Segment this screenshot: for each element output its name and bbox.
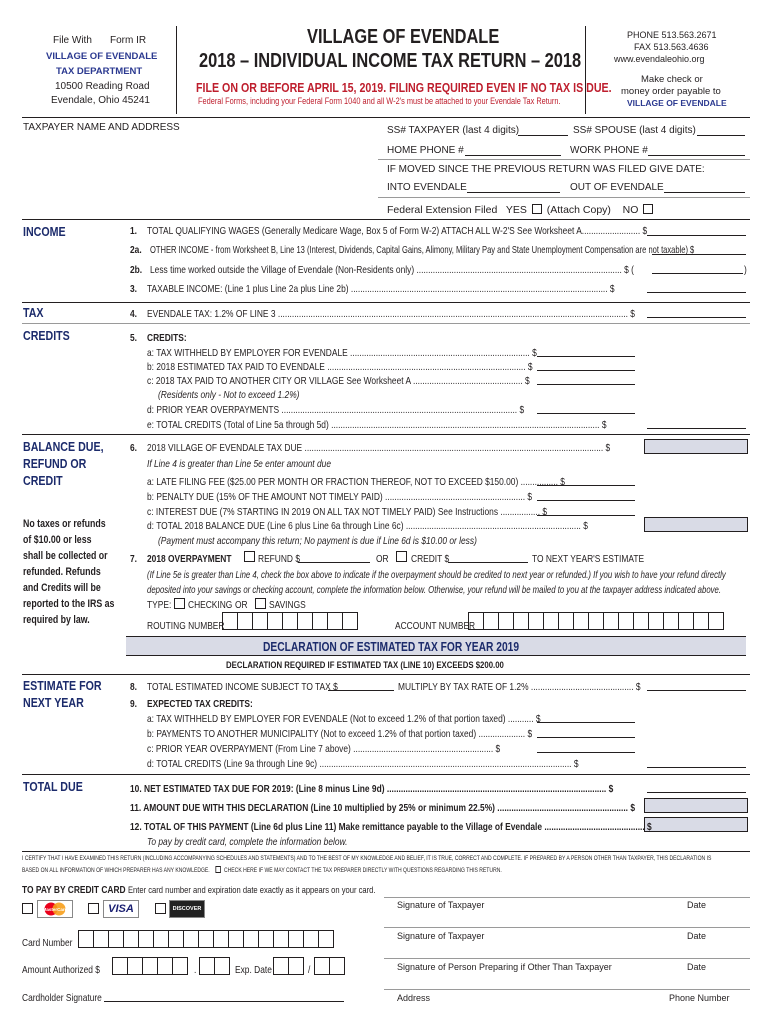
attach-notice: Federal Forms, including your Federal Form 1040 and all W-2's must be attached to your Evendale Tax Return. (198, 96, 561, 106)
refund-note-line: No taxes or refunds (23, 518, 106, 530)
amount-dollars-boxes[interactable] (112, 957, 187, 975)
line-9d-label: d: TOTAL CREDITS (Line 9a through Line 9c) ............................................................................................................ $ (147, 758, 579, 770)
line-8-label: TOTAL ESTIMATED INCOME SUBJECT TO TAX $ (147, 681, 338, 693)
line-6c-field[interactable] (537, 515, 635, 516)
ss-taxpayer-label: SS# TAXPAYER (last 4 digits) (387, 125, 520, 136)
line-2b-close: ) (744, 264, 747, 276)
exp-date-slash: / (308, 964, 311, 976)
amount-cents-boxes[interactable] (199, 957, 229, 975)
line-2b-number: 2b. (130, 264, 143, 276)
preparer-signature-date-label: Date (687, 962, 707, 972)
line-7-note-1: (If Line 5e is greater than Line 4, check the box above to indicate if the overpayment should be credited to next year or refunded.) If you wish to have your refund directly (147, 569, 726, 581)
preparer-address-label: Address (397, 993, 431, 1003)
routing-number-boxes[interactable] (222, 612, 357, 630)
phone-number: PHONE 513.563.2671 (627, 30, 717, 40)
credit-amount-field[interactable] (448, 562, 528, 563)
checking-checkbox[interactable] (174, 598, 185, 609)
header-rule (22, 117, 750, 118)
preparer-phone-label: Phone Number (669, 993, 730, 1003)
line-5a-field[interactable] (537, 356, 635, 357)
account-type-or: OR (235, 599, 248, 611)
mastercard-logo (37, 900, 73, 918)
line-5-label: CREDITS: (147, 332, 187, 344)
mastercard-checkbox[interactable] (22, 903, 33, 914)
line-9b-field[interactable] (537, 737, 635, 738)
visa-checkbox[interactable] (88, 903, 99, 914)
line-4-field[interactable] (647, 317, 746, 318)
discover-logo: DISCOVER (169, 900, 205, 918)
line-12-note: To pay by credit card, complete the information below. (147, 836, 348, 848)
cardholder-signature-field[interactable] (104, 1001, 344, 1002)
mastercard-icon (39, 902, 71, 916)
declaration-title: DECLARATION OF ESTIMATED TAX FOR YEAR 2019 (263, 640, 520, 654)
preparer-signature-label: Signature of Person Preparing if Other Than Taxpayer (397, 962, 612, 972)
line-6-note: If Line 4 is greater than Line 5e enter amount due (147, 458, 331, 470)
line-2a-label: OTHER INCOME - from Worksheet B, Line 13 (Interest, Dividends, Capital Gains, Alimony, Military Pay and State Unemployment Compensation are not taxable) $ (150, 244, 695, 256)
refund-note-line: reported to the IRS as (23, 598, 115, 610)
amount-authorized-label: Amount Authorized $ (22, 964, 100, 976)
line-5a-label: a: TAX WITHHELD BY EMPLOYER FOR EVENDALE ............................................................................. $ (147, 347, 537, 359)
account-number-label: ACCOUNT NUMBER (395, 620, 476, 632)
total-due-top-rule (22, 774, 750, 775)
line-9a-field[interactable] (537, 722, 635, 723)
certify-text-2 (22, 866, 502, 875)
exp-date-label: Exp. Date (235, 964, 272, 976)
city-address: Evendale, Ohio 45241 (51, 95, 150, 106)
taxpayer-signature-date-label: Date (687, 900, 707, 910)
exp-month-boxes[interactable] (273, 957, 303, 975)
line-2a-number: 2a. (130, 244, 142, 256)
spouse-signature-label: Signature of Taxpayer (397, 931, 485, 941)
line-2a-field[interactable] (652, 254, 746, 255)
line-3-label: TAXABLE INCOME: (Line 1 plus Line 2a plus Line 2b) .............................................................................................................. $ (147, 283, 615, 295)
line-12-shaded-field[interactable] (644, 817, 748, 832)
refund-note-line: of $10.00 or less (23, 534, 92, 546)
line-5c-label: c: 2018 TAX PAID TO ANOTHER CITY OR VILLAGE See Worksheet A ............................................... $ (147, 375, 530, 387)
extension-no-label: NO (622, 204, 639, 216)
estimate-top-rule (22, 674, 750, 675)
income-top-rule (22, 219, 750, 220)
refund-note-line: and Credits will be (23, 582, 101, 594)
extension-yes-checkbox[interactable] (532, 204, 542, 214)
out-of-evendale-label: OUT OF EVENDALE (570, 182, 664, 193)
line-5b-field[interactable] (537, 370, 635, 371)
line-2b-field[interactable] (652, 273, 743, 274)
line-6a-label: a: LATE FILING FEE ($25.00 PER MONTH OR FRACTION THEREOF, NOT TO EXCEED $150.00) ................ $ (147, 476, 565, 488)
line-6c-label: c: INTEREST DUE (7% STARTING IN 2019 ON ALL TAX NOT TIMELY PAID) See Instructions ................. $ (147, 506, 548, 518)
line-5c-note: (Residents only - Not to exceed 1.2%) (158, 389, 300, 401)
taxpayer-signature-label: Signature of Taxpayer (397, 900, 485, 910)
line-9d-field[interactable] (647, 767, 746, 768)
home-phone-label: HOME PHONE # (387, 145, 464, 156)
refund-note-line: required by law. (23, 614, 90, 626)
taxpayer-rule-1 (378, 159, 750, 160)
savings-checkbox[interactable] (255, 598, 266, 609)
ss-spouse-label: SS# SPOUSE (last 4 digits) (573, 125, 696, 136)
card-number-label: Card Number (22, 937, 73, 949)
line-5d-label: d: PRIOR YEAR OVERPAYMENTS ..................................................................................................... $ (147, 404, 525, 416)
attach-copy-label: (Attach Copy) (546, 204, 611, 216)
line-6d-shaded-field[interactable] (644, 517, 748, 532)
credit-card-title: TO PAY BY CREDIT CARD (22, 884, 126, 896)
credit-checkbox[interactable] (396, 551, 407, 562)
balance-top-rule (22, 434, 750, 435)
line-4-label: EVENDALE TAX: 1.2% OF LINE 3 ...................................................................................................................................................... $ (147, 308, 635, 320)
refund-checkbox[interactable] (244, 551, 255, 562)
certify-text-1: I CERTIFY THAT I HAVE EXAMINED THIS RETURN (INCLUDING ACCOMPANYING SCHEDULES AND STATEMENTS) AND TO THE BEST OF MY KNOWLEDGE AND BELIEF, IT IS TRUE, CORRECT AND COMPLETE. IF PREPARED BY A PERSON OTHER THAN TAXPAYER, THIS DECLARATION IS (22, 855, 712, 862)
line-8-rate-label: MULTIPLY BY TAX RATE OF 1.2% ............................................ $ (398, 681, 641, 693)
line-9c-label: c: PRIOR YEAR OVERPAYMENT (From Line 7 above) ............................................................ $ (147, 743, 501, 755)
sig-rule-3 (384, 958, 750, 959)
savings-label: SAVINGS (269, 599, 306, 611)
extension-yes-label: YES (505, 204, 527, 216)
line-5b-label: b: 2018 ESTIMATED TAX PAID TO EVENDALE ..................................................................................... $ (147, 361, 533, 373)
amount-decimal: . (194, 964, 197, 976)
extension-no-checkbox[interactable] (643, 204, 653, 214)
line-6d-note: (Payment must accompany this return; No payment is due if Line 6d is $10.00 or less) (158, 535, 477, 547)
home-phone-field[interactable] (465, 155, 561, 156)
line-1-number: 1. (130, 225, 138, 237)
routing-number-label: ROUTING NUMBER (147, 620, 225, 632)
line-8-field[interactable] (647, 690, 746, 691)
form-title: VILLAGE OF EVENDALE (307, 26, 500, 48)
ss-spouse-field[interactable] (697, 135, 745, 136)
account-number-boxes[interactable] (468, 612, 723, 630)
taxpayer-name-address-label: TAXPAYER NAME AND ADDRESS (23, 122, 180, 133)
street-address: 10500 Reading Road (55, 81, 150, 92)
credit-card-instructions: Enter card number and expiration date exactly as it appears on your card. (127, 885, 376, 896)
line-4-number: 4. (130, 308, 138, 320)
line-9-number: 9. (130, 698, 138, 710)
sig-rule-2 (384, 927, 750, 928)
line-7-note-2: deposited into your savings or checking account, complete the information below. Otherwise, your refund will be mailed to you at the taxpayer address indicated above. (147, 584, 722, 596)
work-phone-label: WORK PHONE # (570, 145, 648, 156)
account-type-label: TYPE: (147, 599, 172, 611)
line-6b-label: b: PENALTY DUE (15% OF THE AMOUNT NOT TIMELY PAID) ............................................................ $ (147, 491, 533, 503)
refund-amount-field[interactable] (298, 562, 370, 563)
line-9c-field[interactable] (537, 752, 635, 753)
credit-label: CREDIT $ (411, 553, 450, 565)
line-5d-field[interactable] (537, 413, 635, 414)
line-9-label: EXPECTED TAX CREDITS: (147, 698, 253, 710)
line-1-field[interactable] (647, 235, 746, 236)
line-11-shaded-field[interactable] (644, 798, 748, 813)
line-8-number: 8. (130, 681, 138, 693)
card-number-boxes[interactable] (78, 930, 333, 948)
visa-logo: VISA (103, 900, 139, 918)
line-5e-label: e: TOTAL CREDITS (Total of Line 5a through 5d) ................................................................................................................... $ (147, 419, 607, 431)
estimate-label-2: NEXT YEAR (23, 695, 84, 710)
refund-note-line: refunded. Refunds (23, 566, 101, 578)
extension-row (387, 204, 655, 216)
tax-top-rule (22, 302, 750, 303)
form-ir-label: Form IR (110, 35, 147, 46)
line-5c-field[interactable] (537, 384, 635, 385)
total-due-section-label: TOTAL DUE (23, 779, 83, 794)
next-year-estimate-label: TO NEXT YEAR'S ESTIMATE (532, 553, 645, 565)
checking-label: CHECKING (188, 599, 233, 611)
due-notice: FILE ON OR BEFORE APRIL 15, 2019. FILING REQUIRED EVEN IF NO TAX IS DUE. (196, 80, 612, 95)
spouse-signature-date-label: Date (687, 931, 707, 941)
line-10-field[interactable] (647, 792, 746, 793)
sig-rule-1 (384, 897, 750, 898)
certify-top-rule (22, 851, 750, 852)
tax-section-label: TAX (23, 305, 44, 320)
moved-label: IF MOVED SINCE THE PREVIOUS RETURN WAS FILED GIVE DATE: (387, 164, 705, 175)
line-2b-label: Less time worked outside the Village of Evendale (Non-Residents only) ........................................................................................ $ ( (150, 264, 634, 276)
fax-number: FAX 513.563.4636 (634, 42, 709, 52)
line-6-shaded-field[interactable] (644, 439, 748, 454)
line-11-label: 11. AMOUNT DUE WITH THIS DECLARATION (Line 10 multiplied by 25% or minimum 22.5%) ........................................................ $ (130, 802, 636, 814)
credits-section-label: CREDITS (23, 328, 70, 343)
line-1-label: TOTAL QUALIFYING WAGES (Generally Medicare Wage, Box 5 of Form W-2) ATTACH ALL W-2'S See Worksheet A......................... $ (147, 225, 648, 237)
extension-label: Federal Extension Filed (387, 204, 498, 216)
into-evendale-field[interactable] (467, 192, 560, 193)
line-6a-field[interactable] (537, 485, 635, 486)
file-with-label: File With (53, 35, 92, 46)
money-order-note: money order payable to (621, 86, 721, 97)
taxpayer-rule-2 (378, 197, 750, 198)
line-7-or: OR (376, 553, 389, 565)
credits-rule (22, 323, 750, 324)
tax-department: TAX DEPARTMENT (56, 66, 143, 77)
sig-rule-4 (384, 989, 750, 990)
into-evendale-label: INTO EVENDALE (387, 182, 467, 193)
line-6b-field[interactable] (537, 500, 635, 501)
cardholder-signature-label: Cardholder Signature (22, 992, 102, 1004)
certify-text-3: CHECK HERE IF WE MAY CONTACT THE TAX PREPARER DIRECTLY WITH QUESTIONS REGARDING THIS RETURN. (223, 867, 502, 874)
line-3-field[interactable] (647, 292, 746, 293)
line-8-income-field[interactable] (328, 690, 394, 691)
header-divider-right (585, 26, 586, 114)
certify-text-2a: BASED ON ALL INFORMATION OF WHICH PREPARER HAS ANY KNOWLEDGE. (22, 867, 210, 874)
work-phone-field[interactable] (648, 155, 745, 156)
balance-label-1: BALANCE DUE, (23, 439, 104, 454)
line-5e-field[interactable] (647, 428, 746, 429)
line-3-number: 3. (130, 283, 138, 295)
refund-label: REFUND $ (258, 553, 301, 565)
line-10-label: 10. NET ESTIMATED TAX DUE FOR 2019: (Line 8 minus Line 9d) .............................................................................................. $ (130, 783, 614, 795)
contact-preparer-checkbox[interactable] (216, 866, 221, 873)
ss-taxpayer-field[interactable] (518, 135, 568, 136)
line-12-label: 12. TOTAL OF THIS PAYMENT (Line 6d plus Line 11) Make remittance payable to the Village of Evendale ........................................... $ (130, 821, 652, 833)
estimate-label-1: ESTIMATE FOR (23, 678, 102, 693)
line-5-number: 5. (130, 332, 138, 344)
line-6d-label: d: TOTAL 2018 BALANCE DUE (Line 6 plus Line 6a through Line 6c) ........................................................................... $ (147, 520, 588, 532)
village-name-left: VILLAGE OF EVENDALE (46, 51, 158, 62)
line-6-label: 2018 VILLAGE OF EVENDALE TAX DUE ................................................................................................................................ $ (147, 442, 611, 454)
balance-label-2: REFUND OR (23, 456, 87, 471)
refund-note-line: shall be collected or (23, 550, 108, 562)
svg-text:MasterCard: MasterCard (42, 907, 68, 912)
payable-to: VILLAGE OF EVENDALE (627, 98, 727, 108)
check-note: Make check or (641, 74, 703, 85)
website[interactable]: www.evendaleohio.org (614, 54, 705, 64)
line-9b-label: b: PAYMENTS TO ANOTHER MUNICIPALITY (Not to exceed 1.2% of that portion taxed) .................... $ (147, 728, 533, 740)
declaration-subtitle: DECLARATION REQUIRED IF ESTIMATED TAX (LINE 10) EXCEEDS $200.00 (226, 660, 504, 671)
line-7-label: 2018 OVERPAYMENT (147, 553, 232, 565)
credit-card-heading (22, 884, 376, 897)
form-subtitle: 2018 – INDIVIDUAL INCOME TAX RETURN – 2018 (199, 50, 582, 72)
out-of-evendale-field[interactable] (664, 192, 745, 193)
line-9a-label: a: TAX WITHHELD BY EMPLOYER FOR EVENDALE (Not to exceed 1.2% of that portion taxed) ........... $ (147, 713, 541, 725)
exp-year-boxes[interactable] (314, 957, 344, 975)
income-section-label: INCOME (23, 224, 66, 239)
line-7-number: 7. (130, 553, 138, 565)
header-divider-left (176, 26, 177, 114)
discover-checkbox[interactable] (155, 903, 166, 914)
balance-label-3: CREDIT (23, 473, 63, 488)
line-6-number: 6. (130, 442, 138, 454)
